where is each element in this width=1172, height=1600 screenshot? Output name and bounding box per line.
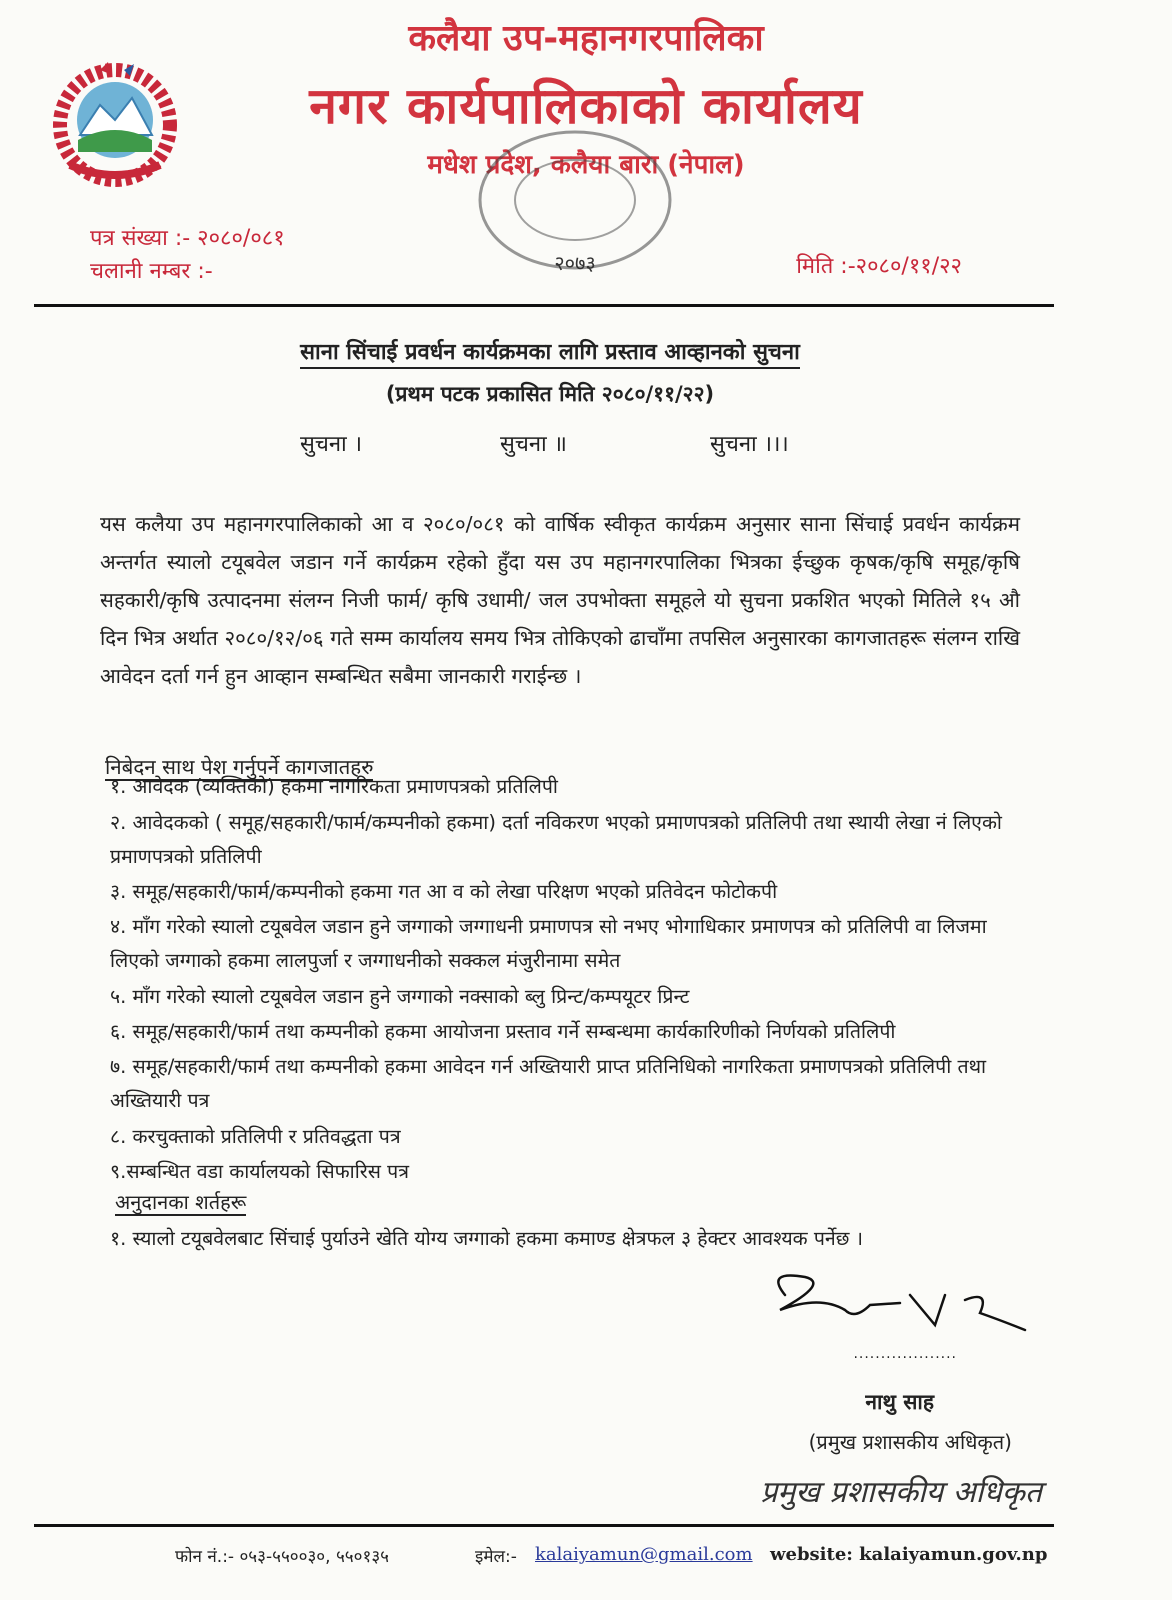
letter-date: मिति :-२०८०/११/२२ bbox=[796, 254, 962, 279]
document-item: ६. समूह/सहकारी/फार्म तथा कम्पनीको हकमा आयोजना प्रस्ताव गर्ने सम्बन्धमा कार्यकारिणीको निर्णयको प्रतिलिपी bbox=[110, 1020, 896, 1043]
documents-heading: निबेदन साथ पेश गर्नुपर्ने कागजातहरु bbox=[105, 755, 374, 779]
footer-email-label: इमेल:- bbox=[475, 1547, 517, 1567]
header-divider bbox=[34, 304, 1054, 307]
office-stamp bbox=[470, 120, 680, 280]
designation-stamp: प्रमुख प्रशासकीय अधिकृत bbox=[760, 1475, 1042, 1510]
document-item: ५. माँग गरेको स्यालो टयूबवेल जडान हुने जग्गाको नक्साको ब्लु प्रिन्ट/कम्पयूटर प्रिन्ट bbox=[110, 985, 690, 1008]
stamp-year: २०७३ bbox=[554, 251, 596, 275]
notice-title-text: साना सिंचाई प्रवर्धन कार्यक्रमका लागि प्रस्ताव आव्हानको सुचना bbox=[300, 340, 800, 369]
footer-email-container bbox=[535, 1544, 753, 1565]
terms-heading: अनुदानका शर्तहरू bbox=[115, 1190, 247, 1214]
document-item: ३. समूह/सहकारी/फार्म/कम्पनीको हकमा गत आ व को लेखा परिक्षण भएको प्रतिवेदन फोटोकपी bbox=[110, 880, 778, 903]
footer-divider bbox=[34, 1524, 1054, 1527]
footer-phone: फोन नं.:- ०५३-५५००३०, ५५०१३५ bbox=[175, 1547, 389, 1567]
footer-website-container bbox=[770, 1544, 1047, 1565]
signatory-designation: (प्रमुख प्रशासकीय अधिकृत) bbox=[808, 1430, 1012, 1454]
footer-email-link[interactable]: kalaiyamun@gmail.com bbox=[535, 1544, 753, 1565]
document-item: ७. समूह/सहकारी/फार्म तथा कम्पनीको हकमा आवेदन गर्न अख्तियारी प्राप्त प्रतिनिधिको नागरिकता प्रमाणपत्रको प्रतिलिपी तथा अख्तियारी पत्र bbox=[110, 1055, 987, 1112]
notice-subtitle: (प्रथम पटक प्रकासित मिति २०८०/११/२२) bbox=[385, 382, 715, 406]
document-item: ९.सम्बन्धित वडा कार्यालयको सिफारिस पत्र bbox=[110, 1160, 409, 1183]
office-name: नगर कार्यपालिकाको कार्यालय bbox=[309, 77, 863, 135]
signature-line: ................... bbox=[853, 1346, 957, 1362]
notice-label-2: सुचना ॥ bbox=[500, 432, 567, 457]
signature-image bbox=[760, 1265, 1030, 1340]
notice-label-3: सुचना ।।। bbox=[710, 432, 789, 457]
notice-body: यस कलैया उप महानगरपालिकाको आ व २०८०/०८१ को वार्षिक स्वीकृत कार्यक्रम अनुसार साना सिंचाई प्रवर्धन कार्यक्रम अन्तर्गत स्यालो टयूबवेल जडान गर्ने कार्यक्रम रहेको हुँदा यस उप महानगरपालिका भित्रका ईच्छुक कृषक/कृषि समूह/कृषि सहकारी/कृषि उत्पादनमा संलग्न निजी फार्म/ कृषि उधामी/ जल उपभोक्ता समूहले यो सुचना प्रकशित भएको मितिले १५ औ दिन भित्र अर्थात २०८०/१२/०६ गते सम्म कार्यालय समय भित्र तोकिएको ढाचाँमा तपसिल अनुसारका कागजातहरू संलग्न राखि आवेदन दर्ता गर्न हुन आव्हान सम्बन्धित सबैमा जानकारी गराईन्छ । bbox=[100, 512, 1020, 688]
document-item: १. आवेदक (व्यक्तिको) हकमा नागरिकता प्रमाणपत्रको प्रतिलिपी bbox=[110, 775, 558, 798]
document-item: ८. करचुक्ताको प्रतिलिपी र प्रतिवद्धता पत्र bbox=[110, 1125, 401, 1148]
document-item: २. आवेदकको ( समूह/सहकारी/फार्म/कम्पनीको हकमा) दर्ता नविकरण भएको प्रमाणपत्रको प्रतिलिपी तथा स्थायी लेखा नं लिएको प्रमाणपत्रको प्रतिलिपी bbox=[110, 811, 1002, 868]
footer-website[interactable]: website: kalaiyamun.gov.np bbox=[770, 1544, 1048, 1565]
notice-label-1: सुचना । bbox=[300, 432, 363, 457]
signatory-name: नाथु साह bbox=[865, 1390, 934, 1414]
province-address: मधेश प्रदेश, कलैया बारा (नेपाल) bbox=[427, 150, 745, 180]
letter-number: पत्र संख्या :- २०८०/०८१ bbox=[90, 226, 285, 251]
municipality-name: कलैया उप-महानगरपालिका bbox=[408, 18, 764, 59]
notice-title bbox=[0, 336, 1100, 366]
terms-item: १. स्यालो टयूबवेलबाट सिंचाई पुर्याउने खेति योग्य जग्गाको हकमा कमाण्ड क्षेत्रफल ३ हेक्टर आवश्यक पर्नेछ । bbox=[110, 1227, 863, 1250]
dispatch-number: चलानी नम्बर :- bbox=[90, 259, 213, 284]
document-item: ४. माँग गरेको स्यालो टयूबवेल जडान हुने जग्गाको जग्गाधनी प्रमाणपत्र सो नभए भोगाधिकार प्रमाणपत्र को प्रतिलिपी वा लिजमा लिएको जग्गाको हकमा लालपुर्जा र जग्गाधनीको सक्कल मंजुरीनामा समेत bbox=[110, 915, 987, 972]
